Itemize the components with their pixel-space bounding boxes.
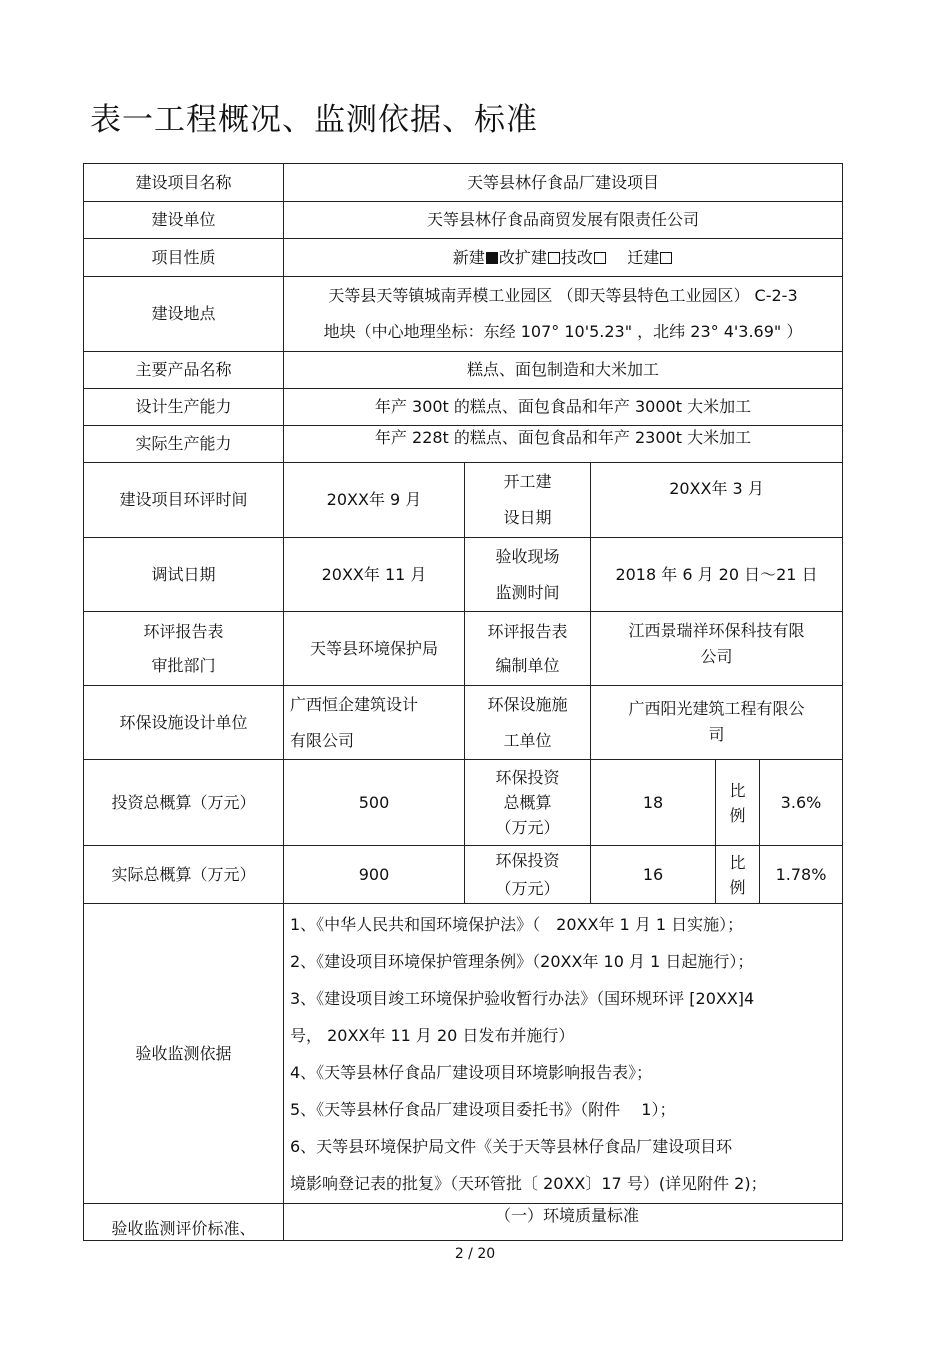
label-line: 设日期 [503,508,552,527]
ratio-label [716,846,760,904]
page-title: 表一工程概况、监测依据、标准 [90,102,538,138]
builder-value: 天等县林仔食品商贸发展有限责任公司 [284,202,843,239]
label-line: 工单位 [503,730,552,750]
env-invest-budget-label [465,760,591,846]
env-invest-budget-value: 18 [591,760,716,846]
value-line: 司 [708,725,725,744]
table-row [84,164,843,202]
label-line: 比 [729,852,746,872]
row-label: 项目性质 [84,239,284,277]
start-date-label [465,463,591,538]
option-label: 迁建 [627,247,660,267]
value-line: 广西阳光建筑工程有限公 [628,699,805,718]
checkbox-checked-icon [486,252,498,264]
table-row [84,239,843,277]
value-line: 江西景瑞祥环保科技有限 [628,621,805,640]
row-label: 调试日期 [84,538,284,612]
table-row [84,846,843,904]
list-item: 1、《中华人民共和国环境保护法》（ 20XX年 1 月 1 日实施）； [290,914,744,934]
ratio-label [716,760,760,846]
label-line: 监测时间 [495,582,560,602]
table-row [84,202,843,239]
label-line: 审批部门 [151,655,216,675]
ratio-value: 1.78% [760,846,843,904]
row-label: 建设单位 [84,202,284,239]
standard-value: （一）环境质量标准 [284,1204,843,1241]
list-item: 2、《建设项目环境保护管理条例》（20XX年 10 月 1 日起施行）； [290,951,754,971]
location-line: 天等县天等镇城南弄模工业园区 （即天等县特色工业园区） C-2-3 [328,286,798,305]
label-line: 比 [729,780,746,800]
row-label: 建设地点 [84,277,284,352]
eia-time-value: 20XX年 9 月 [284,463,465,538]
debug-date-value: 20XX年 11 月 [284,538,465,612]
label-line: 验收现场 [495,546,560,566]
label-line: 环保投资 [495,850,560,870]
table-row [84,277,843,352]
label-line: 例 [729,877,746,897]
row-label: 环保设施设计单位 [84,686,284,760]
checkbox-empty-icon [660,252,672,264]
project-overview-table [83,163,843,1241]
label-line: 环评报告表 [487,621,568,641]
table-row [84,426,843,463]
row-label: 投资总概算（万元） [84,760,284,846]
value-line: 有限公司 [290,730,355,750]
approval-dept-label [84,612,284,686]
actual-capacity-value: 年产 228t 的糕点、面包食品和年产 2300t 大米加工 [284,426,843,463]
design-capacity-value: 年产 300t 的糕点、面包食品和年产 3000t 大米加工 [284,389,843,426]
construction-unit-value [591,686,843,760]
table-row [84,612,843,686]
value-line: 广西恒企建筑设计 [290,694,419,714]
label-line: 环保投资 [495,768,560,787]
row-label: 建设项目名称 [84,164,284,202]
option-label: 新建 [452,247,485,267]
approval-dept-value: 天等县环境保护局 [284,612,465,686]
label-line: 环保设施施 [487,694,568,714]
table-row [84,389,843,426]
list-item: 5、《天等县林仔食品厂建设项目委托书》（附件 1）； [290,1099,676,1119]
list-item: 境影响登记表的批复》（天环管批〔 20XX〕17 号）(详见附件 2)； [290,1173,767,1193]
row-label: 验收监测依据 [84,904,284,1204]
list-item: 6、天等县环境保护局文件《关于天等县林仔食品厂建设项目环 [290,1136,733,1156]
label-line: 编制单位 [495,655,560,675]
row-label: 实际总概算（万元） [84,846,284,904]
construction-unit-label [465,686,591,760]
list-item: 4、《天等县林仔食品厂建设项目环境影响报告表》； [290,1062,653,1082]
project-name-value: 天等县林仔食品厂建设项目 [284,164,843,202]
option-label: 技改 [560,247,593,267]
checkbox-empty-icon [594,252,606,264]
table-row [84,352,843,389]
start-date-value: 20XX年 3 月 [591,463,843,538]
label-line: 环评报告表 [143,621,224,641]
invest-budget-value: 500 [284,760,465,846]
table-row [84,1204,843,1241]
monitoring-time-value: 2018 年 6 月 20 日～21 日 [591,538,843,612]
env-invest-value: 16 [591,846,716,904]
row-label: 实际生产能力 [84,426,284,463]
row-label: 建设项目环评时间 [84,463,284,538]
monitoring-time-label [465,538,591,612]
table-row [84,538,843,612]
label-line: 开工建 [503,472,552,491]
row-label: 验收监测评价标准、 [84,1204,284,1241]
env-invest-label [465,846,591,904]
page-number: 2 / 20 [454,1246,496,1262]
list-item: 3、《建设项目竣工环境保护验收暂行办法》（国环规环评 [20XX]4 [290,988,755,1008]
report-compiler-value [591,612,843,686]
list-item: 号， 20XX年 11 月 20 日发布并施行） [290,1025,575,1045]
value-line: 公司 [700,647,733,666]
basis-list [284,904,843,1204]
label-line: 总概算 [503,793,552,812]
table-row [84,686,843,760]
actual-budget-value: 900 [284,846,465,904]
products-value: 糕点、面包制造和大米加工 [284,352,843,389]
table-row [84,463,843,538]
design-unit-value [284,686,465,760]
report-compiler-label [465,612,591,686]
location-value [284,277,843,352]
row-label: 设计生产能力 [84,389,284,426]
project-nature-options [284,239,843,277]
label-line: （万元） [495,818,560,837]
row-label: 主要产品名称 [84,352,284,389]
table-row [84,760,843,846]
label-line: 例 [729,805,746,825]
checkbox-empty-icon [548,252,560,264]
option-label: 改扩建 [498,247,547,267]
label-line: （万元） [495,878,560,898]
location-line: 地块（中心地理坐标：东经 107° 10'5.23" ，北纬 23° 4'3.69" ） [323,322,803,341]
table-row [84,904,843,1204]
ratio-value: 3.6% [760,760,843,846]
